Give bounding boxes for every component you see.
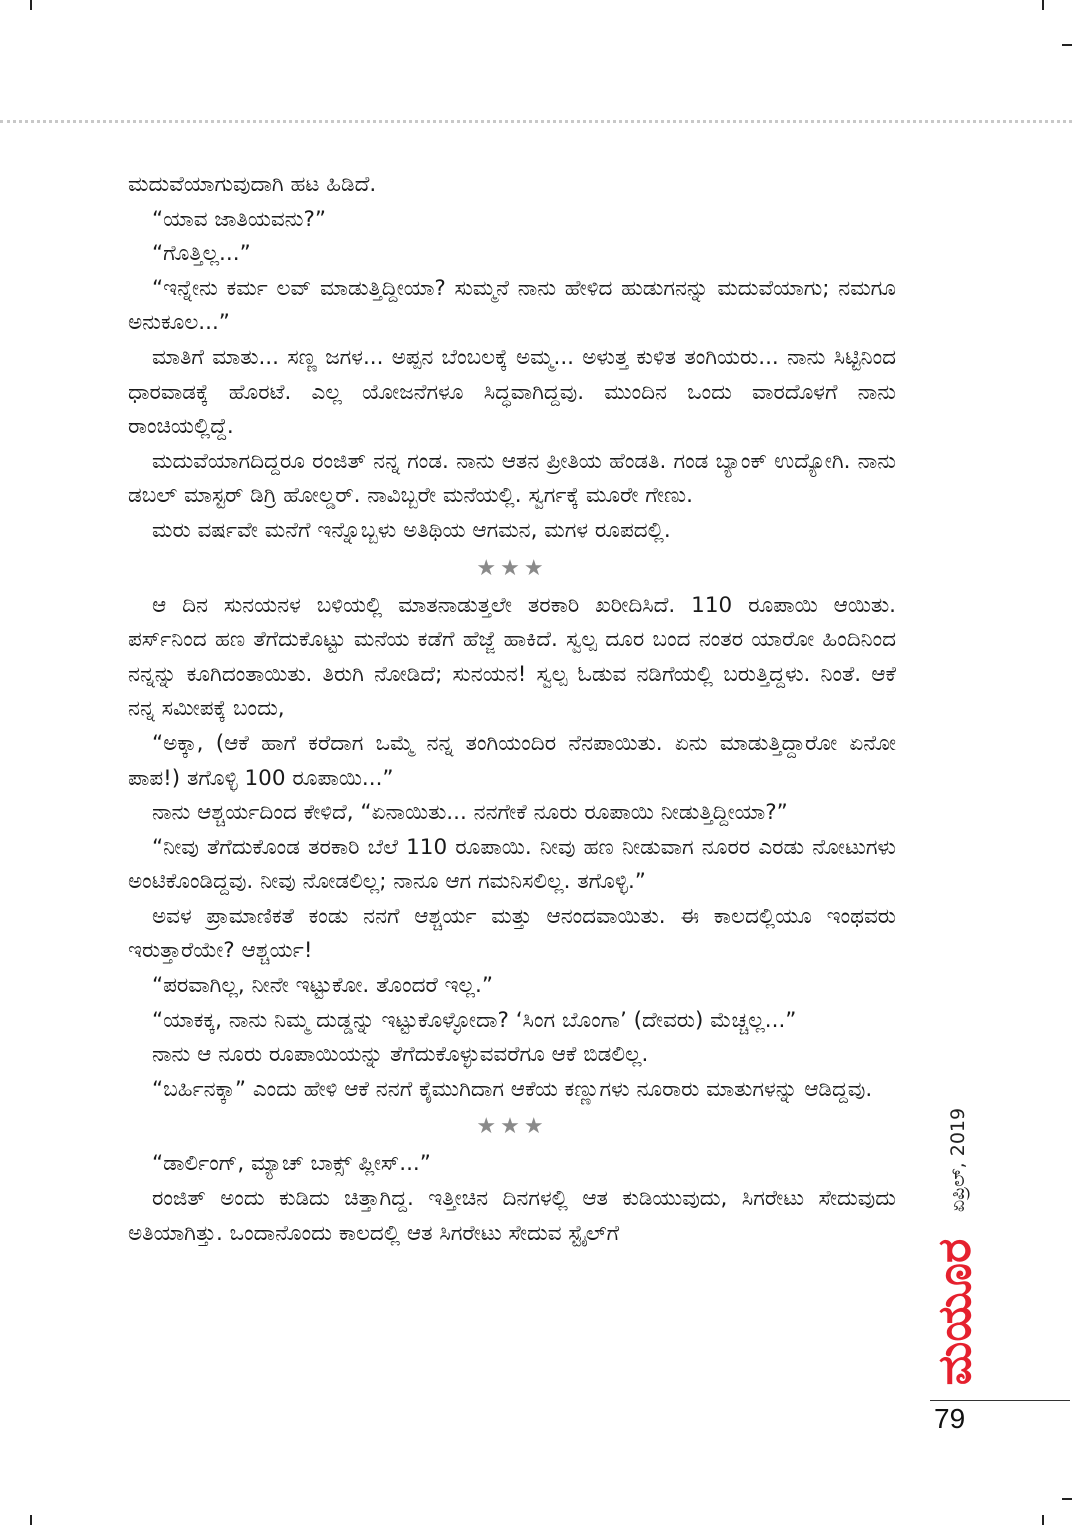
paragraph: “ಯಾವ ಜಾತಿಯವನು?” bbox=[152, 206, 326, 232]
paragraph: ಮರು ವರ್ಷವೇ ಮನೆಗೆ ಇನ್ನೊಬ್ಬಳು ಅತಿಥಿಯ ಆಗಮನ, ಮಗಳ ರೂಪದಲ್ಲಿ. bbox=[152, 517, 671, 543]
section-break-stars: ★★★ bbox=[476, 555, 548, 581]
paragraph: “ನೀವು ತೆಗೆದುಕೊಂಡ ತರಕಾರಿ ಬೆಲೆ 110 ರೂಪಾಯಿ. ನೀವು ಹಣ ನೀಡುವಾಗ ನೂರರ ಎರಡು ನೋಟುಗಳು ಅಂಟಿಕೊಂಡಿದ್ದವು. ನೀವು ನೋಡಲಿಲ್ಲ; ನಾನೂ ಆಗ ಗಮನಿಸಲಿಲ್ಲ. ತಗೊಳ್ಳಿ.” bbox=[128, 834, 896, 895]
paragraph: ಅವಳ ಪ್ರಾಮಾಣಿಕತೆ ಕಂಡು ನನಗೆ ಆಶ್ಚರ್ಯ ಮತ್ತು ಆನಂದವಾಯಿತು. ಈ ಕಾಲದಲ್ಲಿಯೂ ಇಂಥವರು ಇರುತ್ತಾರೆಯೇ? ಆಶ್ಚರ್ಯ! bbox=[128, 903, 896, 964]
footer-rule bbox=[930, 1400, 1070, 1401]
paragraph: ಮದುವೆಯಾಗದಿದ್ದರೂ ರಂಜಿತ್ ನನ್ನ ಗಂಡ. ನಾನು ಆತನ ಪ್ರೀತಿಯ ಹೆಂಡತಿ. ಗಂಡ ಬ್ಯಾಂಕ್ ಉದ್ಯೋಗಿ. ನಾನು ಡಬಲ್ ಮಾಸ್ಟರ್ ಡಿಗ್ರಿ ಹೋಲ್ಡರ್. ನಾವಿಬ್ಬರೇ ಮನೆಯಲ್ಲಿ. ಸ್ವರ್ಗಕ್ಕೆ ಮೂರೇ ಗೇಣು. bbox=[128, 448, 896, 509]
paragraph: ಆ ದಿನ ಸುನಯನಳ ಬಳಿಯಲ್ಲಿ ಮಾತನಾಡುತ್ತಲೇ ತರಕಾರಿ ಖರೀದಿಸಿದೆ. 110 ರೂಪಾಯಿ ಆಯಿತು. ಪರ್ಸ್‌ನಿಂದ ಹಣ ತೆಗೆದುಕೊಟ್ಟು ಮನೆಯ ಕಡೆಗೆ ಹೆಜ್ಜೆ ಹಾಕಿದೆ. ಸ್ವಲ್ಪ ದೂರ ಬಂದ ನಂತರ ಯಾರೋ ಹಿಂದಿನಿಂದ ನನ್ನನ್ನು ಕೂಗಿದಂತಾಯಿತು. ತಿರುಗಿ ನೋಡಿದೆ; ಸುನಯನ! ಸ್ವಲ್ಪ ಓಡುವ ನಡಿಗೆಯಲ್ಲಿ ಬರುತ್ತಿದ್ದಳು. ನಿಂತೆ. ಆಕೆ ನನ್ನ ಸಮೀಪಕ್ಕೆ ಬಂದು, bbox=[128, 592, 896, 722]
paragraph: “ಪರವಾಗಿಲ್ಲ, ನೀನೇ ಇಟ್ಟುಕೋ. ತೊಂದರೆ ಇಲ್ಲ.” bbox=[152, 973, 493, 999]
paragraph: ಮದುವೆಯಾಗುವುದಾಗಿ ಹಟ ಹಿಡಿದೆ. bbox=[128, 172, 377, 197]
paragraph: “ಬರ್ಹಿನಕ್ಕಾ” ಎಂದು ಹೇಳಿ ಆಕೆ ನನಗೆ ಕೈಮುಗಿದಾಗ ಆಕೆಯ ಕಣ್ಣುಗಳು ನೂರಾರು ಮಾತುಗಳನ್ನು ಆಡಿದ್ದವು. bbox=[152, 1076, 873, 1102]
paragraph: ನಾನು ಆಶ್ಚರ್ಯದಿಂದ ಕೇಳಿದೆ, “ಏನಾಯಿತು... ನನಗೇಕೆ ನೂರು ರೂಪಾಯಿ ನೀಡುತ್ತಿದ್ದೀಯಾ?” bbox=[152, 800, 788, 826]
paragraph: “ಇನ್ನೇನು ಕರ್ಮ ಲವ್ ಮಾಡುತ್ತಿದ್ದೀಯಾ? ಸುಮ್ಮನೆ ನಾನು ಹೇಳಿದ ಹುಡುಗನನ್ನು ಮದುವೆಯಾಗು; ನಮಗೂ ಅನುಕೂಲ...” bbox=[128, 275, 896, 336]
paragraph: “ಗೊತ್ತಿಲ್ಲ...” bbox=[152, 241, 251, 267]
crop-mark-top-left bbox=[30, 0, 32, 10]
crop-mark-right-lower bbox=[1062, 1498, 1072, 1500]
paragraph: “ಯಾಕಕ್ಕ, ನಾನು ನಿಮ್ಮ ದುಡ್ಡನ್ನು ಇಟ್ಟುಕೊಳ್ಳೋದಾ? ‘ಸಿಂಗ ಬೊಂಗಾ’ (ದೇವರು) ಮೆಚ್ಚಲ್ಲ...” bbox=[152, 1007, 797, 1033]
crop-mark-top-right bbox=[1042, 0, 1044, 10]
paragraph: “ಡಾರ್ಲಿಂಗ್, ಮ್ಯಾಚ್ ಬಾಕ್ಸ್ ಪ್ಲೀಸ್...” bbox=[152, 1151, 431, 1177]
crop-mark-right-upper bbox=[1062, 44, 1072, 46]
article-body bbox=[128, 168, 896, 1251]
paragraph: “ಅಕ್ಕಾ, (ಆಕೆ ಹಾಗೆ ಕರೆದಾಗ ಒಮ್ಮೆ ನನ್ನ ತಂಗಿಯಂದಿರ ನೆನಪಾಯಿತು. ಏನು ಮಾಡುತ್ತಿದ್ದಾರೋ ಏನೋ ಪಾಪ!) ತಗೊಳ್ಳಿ 100 ರೂಪಾಯಿ...” bbox=[128, 730, 896, 791]
issue-date: ಏಪ್ರಿಲ್, 2019 bbox=[947, 1107, 969, 1213]
dotted-header-rule bbox=[0, 120, 1072, 123]
section-break-stars: ★★★ bbox=[476, 1114, 548, 1140]
magazine-logo: ಮಯೂರ bbox=[927, 1238, 981, 1386]
paragraph: ರಂಜಿತ್ ಅಂದು ಕುಡಿದು ಚಿತ್ತಾಗಿದ್ದ. ಇತ್ತೀಚಿನ ದಿನಗಳಲ್ಲಿ ಆತ ಕುಡಿಯುವುದು, ಸಿಗರೇಟು ಸೇದುವುದು ಅತಿಯಾಗಿತ್ತು. ಒಂದಾನೊಂದು ಕಾಲದಲ್ಲಿ ಆತ ಸಿಗರೇಟು ಸೇದುವ ಸ್ಟೈಲ್‌ಗೆ bbox=[128, 1186, 896, 1246]
crop-mark-bottom-left bbox=[30, 1515, 32, 1525]
page-number: 79 bbox=[934, 1403, 966, 1434]
crop-mark-bottom-right bbox=[1042, 1515, 1044, 1525]
paragraph: ನಾನು ಆ ನೂರು ರೂಪಾಯಿಯನ್ನು ತೆಗೆದುಕೊಳ್ಳುವವರೆಗೂ ಆಕೆ ಬಿಡಲಿಲ್ಲ. bbox=[152, 1042, 649, 1068]
paragraph: ಮಾತಿಗೆ ಮಾತು... ಸಣ್ಣ ಜಗಳ... ಅಪ್ಪನ ಬೆಂಬಲಕ್ಕೆ ಅಮ್ಮ... ಅಳುತ್ತ ಕುಳಿತ ತಂಗಿಯರು... ನಾನು ಸಿಟ್ಟಿನಿಂದ ಧಾರವಾಡಕ್ಕೆ ಹೊರಟೆ. ಎಲ್ಲ ಯೋಜನೆಗಳೂ ಸಿದ್ಧವಾಗಿದ್ದವು. ಮುಂದಿನ ಒಂದು ವಾರದೊಳಗೆ ನಾನು ರಾಂಚಿಯಲ್ಲಿದ್ದೆ. bbox=[128, 344, 896, 440]
